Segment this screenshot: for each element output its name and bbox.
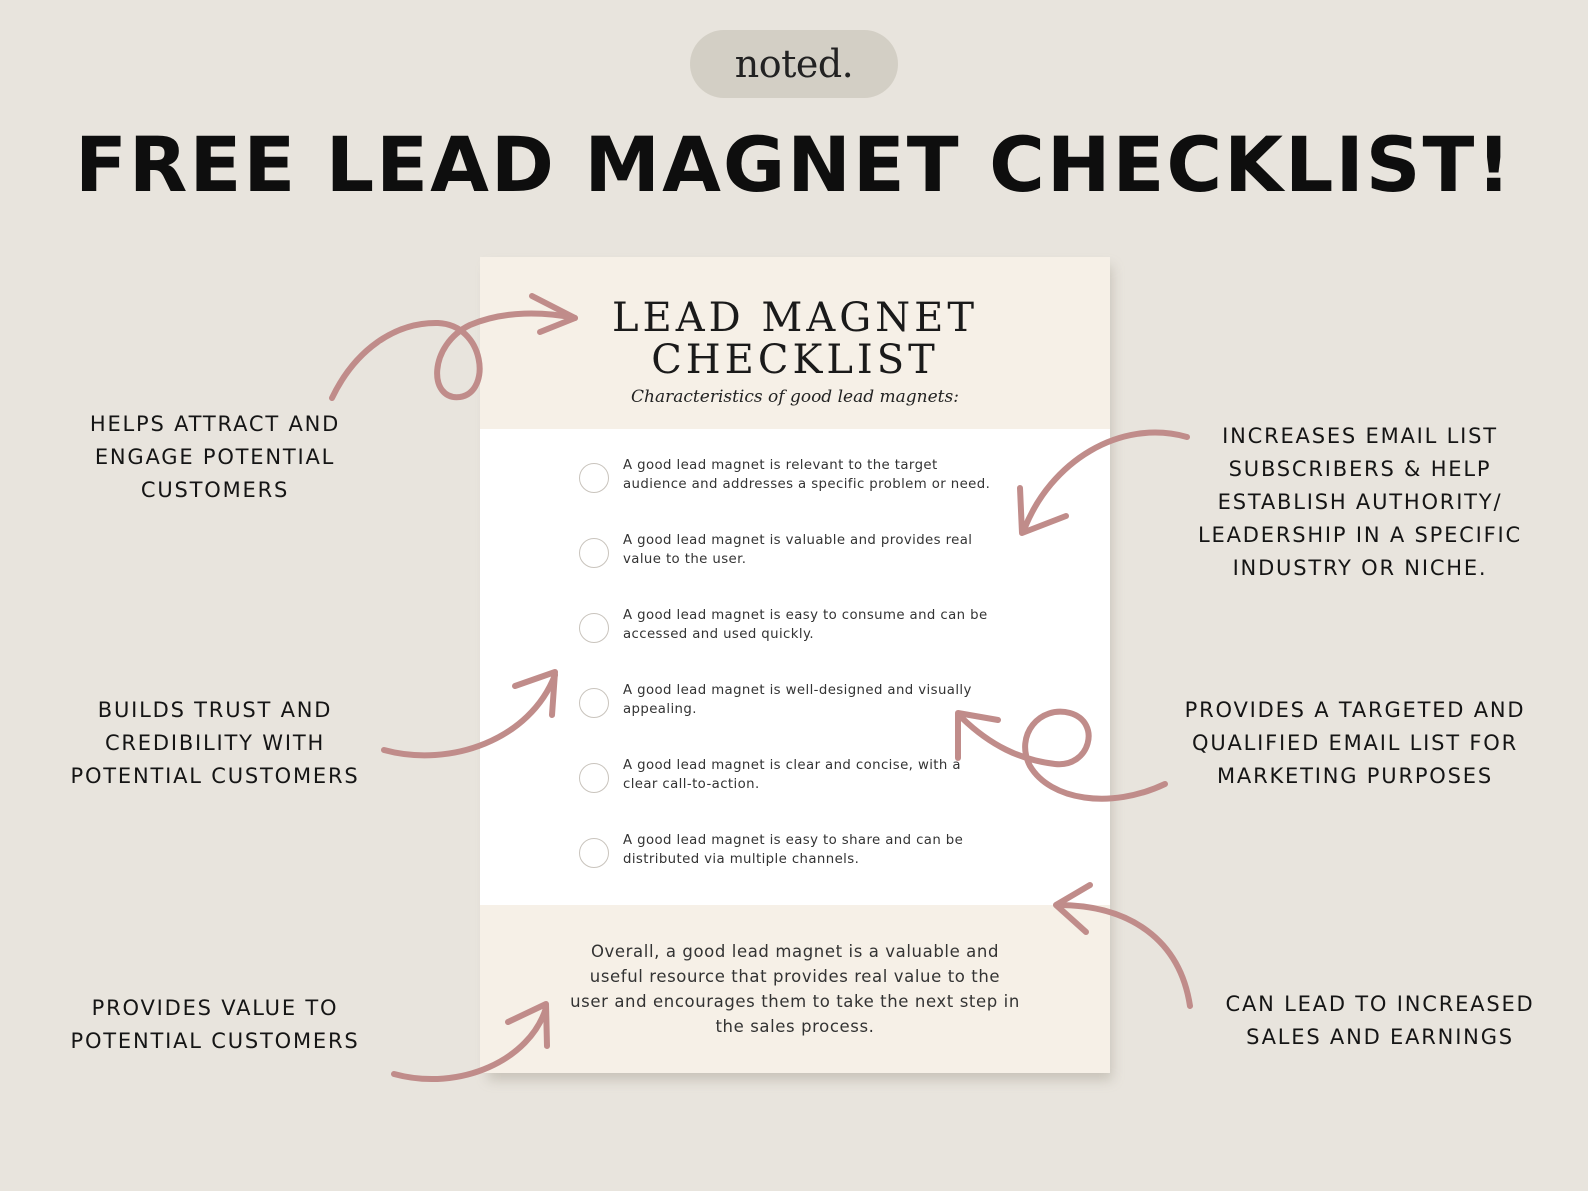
checklist-item-line: A good lead magnet is easy to share and can be bbox=[623, 833, 964, 848]
summary-line: Overall, a good lead magnet is a valuable and bbox=[590, 942, 1000, 961]
checklist-item-line: A good lead magnet is well-designed and visually bbox=[623, 683, 972, 698]
callout-line: CAN LEAD TO INCREASED bbox=[1225, 992, 1535, 1016]
checklist-item-line: clear call-to-action. bbox=[623, 776, 760, 792]
checklist-item-line: accessed and used quickly. bbox=[623, 626, 814, 642]
summary-line: user and encourages them to take the next step in bbox=[570, 992, 1020, 1011]
curved-arrow-icon bbox=[394, 1004, 547, 1079]
checklist-item-line: A good lead magnet is valuable and provides real bbox=[623, 533, 973, 548]
callout-line: PROVIDES A TARGETED AND bbox=[1184, 698, 1526, 722]
checklist-item-line: A good lead magnet is clear and concise, with a bbox=[623, 758, 961, 773]
callout-line: QUALIFIED EMAIL LIST FOR bbox=[1192, 731, 1518, 755]
checklist-item-line: appealing. bbox=[623, 701, 697, 717]
summary-line: useful resource that provides real value to the bbox=[589, 967, 1001, 986]
loop-arrow-icon bbox=[958, 712, 1165, 799]
callout-line: BUILDS TRUST AND bbox=[97, 698, 333, 722]
curved-arrow-icon bbox=[384, 672, 555, 755]
callout-line: CREDIBILITY WITH bbox=[104, 731, 326, 755]
callout-line: POTENTIAL CUSTOMERS bbox=[70, 764, 360, 788]
callout-line: HELPS ATTRACT AND bbox=[89, 412, 341, 436]
card-subtitle: Characteristics of good lead magnets: bbox=[631, 387, 959, 407]
callout-line: CUSTOMERS bbox=[140, 478, 290, 502]
checklist-item-line: audience and addresses a specific problem or need. bbox=[623, 476, 991, 492]
checklist-item-line: distributed via multiple channels. bbox=[623, 851, 860, 867]
card-title-line: CHECKLIST bbox=[651, 337, 939, 383]
callout-line: INCREASES EMAIL LIST bbox=[1222, 424, 1498, 448]
callout-line: ESTABLISH AUTHORITY/ bbox=[1217, 490, 1503, 514]
callout-line: INDUSTRY OR NICHE. bbox=[1232, 556, 1488, 580]
callout-line: MARKETING PURPOSES bbox=[1217, 764, 1493, 788]
callout-line: LEADERSHIP IN A SPECIFIC bbox=[1198, 523, 1522, 547]
loop-arrow-icon bbox=[332, 296, 575, 398]
summary-line: the sales process. bbox=[715, 1017, 875, 1036]
checklist-item-line: A good lead magnet is easy to consume and can be bbox=[623, 608, 988, 623]
checklist-item-line: A good lead magnet is relevant to the target bbox=[623, 458, 938, 473]
callout-line: POTENTIAL CUSTOMERS bbox=[70, 1029, 360, 1053]
curved-arrow-icon bbox=[1020, 433, 1187, 533]
checklist-item-line: value to the user. bbox=[623, 551, 747, 567]
curved-arrow-icon bbox=[1056, 885, 1190, 1006]
callout-line: SALES AND EARNINGS bbox=[1246, 1025, 1514, 1049]
page-title: FREE LEAD MAGNET CHECKLIST! bbox=[75, 120, 1513, 209]
callout-line: PROVIDES VALUE TO bbox=[91, 996, 339, 1020]
callout-line: SUBSCRIBERS & HELP bbox=[1228, 457, 1492, 481]
callout-line: ENGAGE POTENTIAL bbox=[94, 445, 336, 469]
logo-text: noted. bbox=[734, 42, 854, 86]
card-title-line: LEAD MAGNET bbox=[611, 295, 979, 341]
